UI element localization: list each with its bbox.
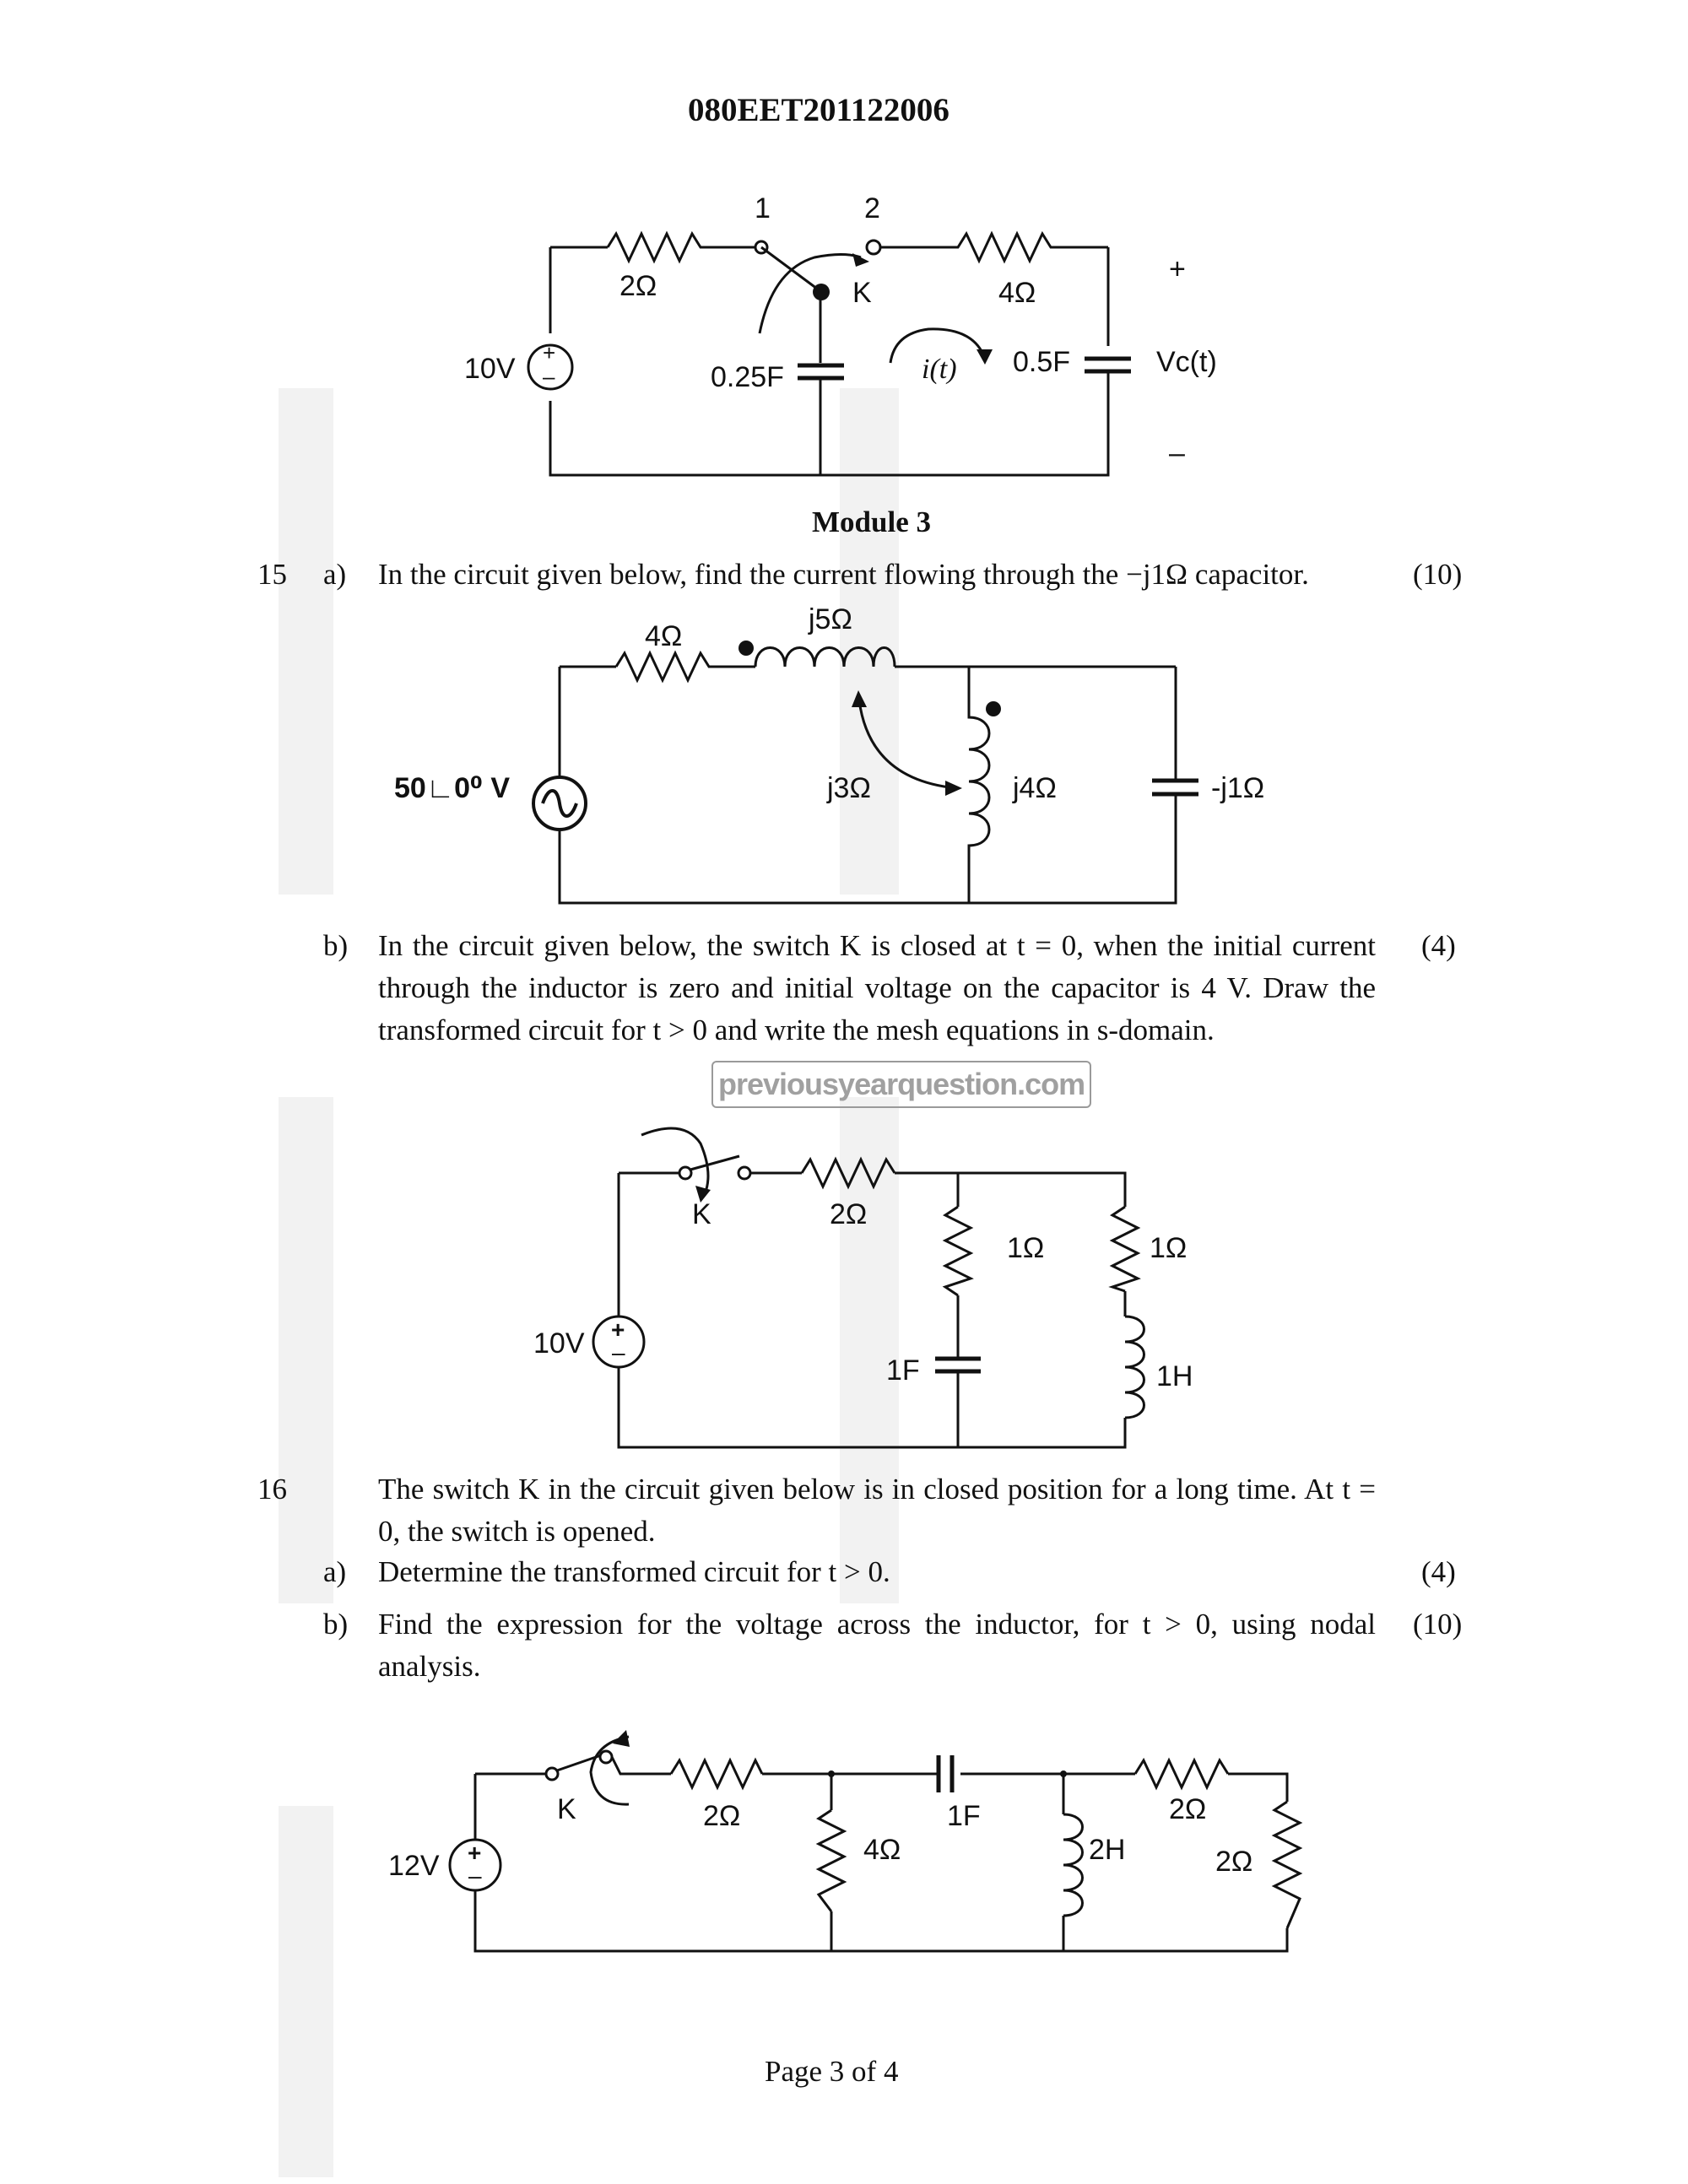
inductor-j4-label: j4Ω <box>1013 772 1057 804</box>
switch-k-label: K <box>852 277 872 309</box>
node-2-label: 2 <box>864 192 880 224</box>
question-16a-marks: (4) <box>1421 1555 1456 1588</box>
resistor-4ohm-label: 4Ω <box>645 620 683 652</box>
inductor-1h-label: 1H <box>1156 1360 1193 1392</box>
voltage-vc-label: Vc(t) <box>1156 346 1217 378</box>
question-15b-marks: (4) <box>1421 929 1456 962</box>
question-15-number: 15 <box>257 558 287 591</box>
exam-code: 080EET201122006 <box>688 92 950 128</box>
capacitor-025f-label: 0.25F <box>711 361 784 393</box>
resistor-1ohm-right-label: 1Ω <box>1150 1232 1188 1264</box>
switch-k-label: K <box>692 1198 711 1230</box>
source-10v-label: 10V <box>464 353 516 385</box>
svg-text:+: + <box>468 1840 482 1866</box>
circuit-figure-3 <box>0 1114 1688 1468</box>
question-15b-label: b) <box>323 929 349 962</box>
current-it-label: i(t) <box>922 354 957 385</box>
question-16-intro: The switch K in the circuit given below is in closed position for a long time. At t = 0, the switch is opened. <box>378 1473 1376 1548</box>
inductor-j5-label: j5Ω <box>809 603 852 635</box>
capacitor-1f-label: 1F <box>947 1800 981 1832</box>
source-50v-label: 50∟0⁰ V <box>394 772 511 804</box>
resistor-2ohm-label: 2Ω <box>703 1800 741 1832</box>
resistor-2ohm-label: 2Ω <box>619 270 657 302</box>
circuit-figure-2 <box>0 591 1688 928</box>
svg-text:+: + <box>611 1316 625 1343</box>
svg-text:–: – <box>612 1339 625 1365</box>
source-12v-label: 12V <box>388 1850 440 1882</box>
question-15a-marks: (10) <box>1413 558 1463 591</box>
node-1-label: 1 <box>755 192 771 224</box>
mutual-j3-label: j3Ω <box>827 772 871 804</box>
svg-text:–: – <box>468 1862 482 1889</box>
watermark-badge: previousyearquestion.com <box>711 1061 1091 1108</box>
svg-text:+: + <box>543 340 556 365</box>
page-number: Page 3 of 4 <box>765 2055 899 2088</box>
capacitor-j1-label: -j1Ω <box>1211 772 1265 804</box>
question-16a-label: a) <box>323 1555 347 1588</box>
switch-k-label: K <box>557 1793 576 1825</box>
resistor-2ohm-series-label: 2Ω <box>1169 1793 1207 1825</box>
question-15a-label: a) <box>323 558 347 591</box>
resistor-2ohm-shunt-label: 2Ω <box>1215 1846 1253 1878</box>
resistor-1ohm-left-label: 1Ω <box>1007 1232 1045 1264</box>
question-16b-label: b) <box>323 1608 349 1641</box>
circuit-figure-1 <box>0 0 1688 506</box>
source-10v-label: 10V <box>533 1327 585 1360</box>
question-16a-text: Determine the transformed circuit for t > 0. <box>378 1555 890 1588</box>
resistor-4ohm-label: 4Ω <box>998 277 1036 309</box>
svg-text:–: – <box>543 364 555 389</box>
question-15a-text: In the circuit given below, find the current flowing through the −j1Ω capacitor. <box>378 558 1309 591</box>
inductor-2h-label: 2H <box>1089 1834 1126 1866</box>
question-16b-marks: (10) <box>1413 1608 1463 1641</box>
circuit-figure-4 <box>0 1705 1688 1983</box>
question-15b-text: In the circuit given below, the switch K is closed at t = 0, when the initial current through the inductor is zero and initial voltage on the capacitor is 4 V. Draw the transformed circuit for t > 0 and write the mesh equations in s-domain. <box>378 929 1376 1046</box>
plus-sign: + <box>1169 253 1186 285</box>
question-16-number: 16 <box>257 1473 287 1506</box>
capacitor-05f-label: 0.5F <box>1013 346 1071 378</box>
capacitor-1f-label: 1F <box>886 1354 920 1387</box>
resistor-2ohm-label: 2Ω <box>830 1198 868 1230</box>
resistor-4ohm-label: 4Ω <box>863 1834 901 1866</box>
minus-sign: – <box>1169 437 1185 469</box>
question-16b-text: Find the expression for the voltage across the inductor, for t > 0, using nodal analysis. <box>378 1608 1376 1683</box>
module-title: Module 3 <box>812 505 931 538</box>
